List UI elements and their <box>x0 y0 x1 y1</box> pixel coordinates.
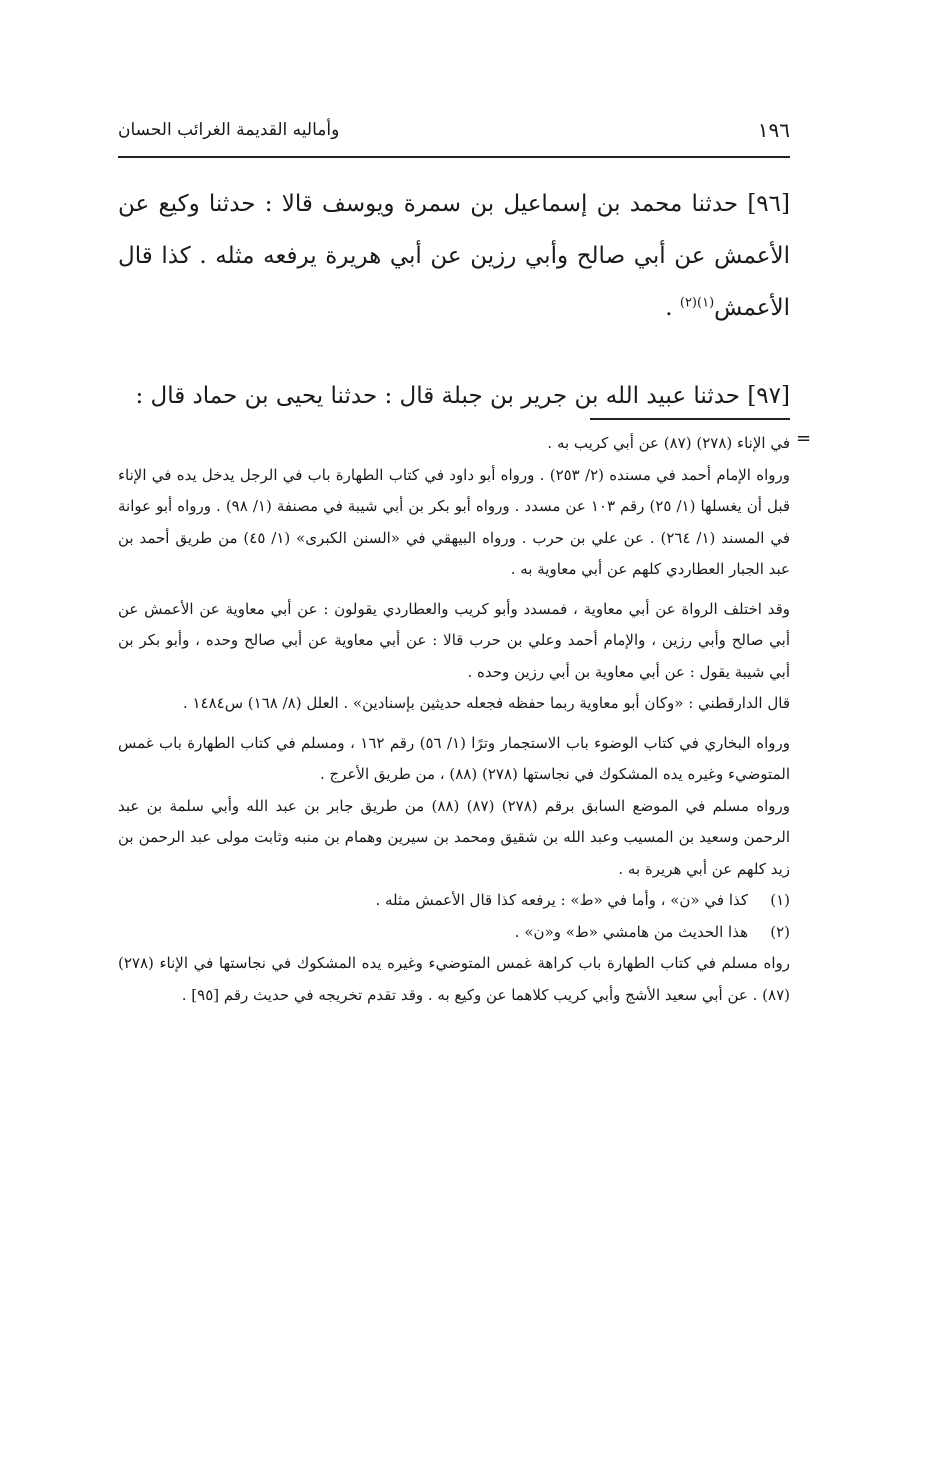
hadith-96-line-3: الأعمش <box>714 295 790 321</box>
hadith-97: [٩٧] حدثنا عبيد الله بن جرير بن جبلة قال : حدثنا يحيى بن حماد قال : <box>135 383 790 409</box>
footnote-2-text: هذا الحديث من هامشي «ط» و«ن» . <box>514 922 748 941</box>
footnote-1-mark: (١) <box>770 891 790 909</box>
footnote-paragraph: في الإناء (٢٧٨) (٨٧) عن أبي كريب به . <box>547 434 790 452</box>
footnote-refs: (١)(٢) <box>679 295 715 311</box>
page-number: ١٩٦ <box>757 118 790 142</box>
main-text <box>118 178 790 422</box>
footnote-paragraph: ورواه مسلم في الموضع السابق برقم (٢٧٨) (٨٧) (٨٨) من طريق جابر بن عبد الله وأبي سلمة بن عبد الرحمن وسعيد بن المسيب وعبد الله بن شقيق ومحمد بن سيرين وهمام بن منبه وثابت مولى عبد الرحمن بن زيد كلهم عن أبي هريرة به . <box>118 796 790 878</box>
footnote-1-text: كذا في «ن» ، وأما في «ط» : يرفعه كذا قال الأعمش مثله . <box>375 891 748 909</box>
footnote-continuation-mark: = <box>796 428 812 449</box>
footnote-rule <box>590 418 790 420</box>
footnote-2 <box>118 917 790 949</box>
header-rule <box>118 156 790 158</box>
footnote-paragraph: ورواه الإمام أحمد في مسنده (٢/ ٢٥٣) . ورواه أبو داود في كتاب الطهارة باب في الرجل يدخل يده في الإناء قبل أن يغسلها (١/ ٢٥) رقم ١٠٣ عن مسدد . ورواه أبو بكر بن أبي شيبة في مصنفة (١/ ٩٨) . ورواه أبو عوانة في المسند (١/ ٢٦٤) . عن علي بن حرب . ورواه البيهقي في «السنن الكبرى» (١/ ٤٥) من طريق أحمد بن عبد الجبار العطاردي كلهم عن أبي معاوية به . <box>118 465 791 578</box>
footnote-paragraph: قال الدارقطني : «وكان أبو معاوية ربما حفظه فجعله حديثين بإسنادين» . العلل (٨/ ١٦٨) س١٤٨٤ . <box>182 694 790 712</box>
running-title: وأماليه القديمة الغرائب الحسان <box>118 120 340 140</box>
hadith-96-line-2: الأعمش عن أبي صالح وأبي رزين عن أبي هريرة يرفعه مثله . كذا قال <box>118 243 790 269</box>
page-header <box>118 114 790 154</box>
footnote-2-mark: (٢) <box>770 922 790 941</box>
hadith-96 <box>118 178 790 334</box>
footnote-paragraph: وقد اختلف الرواة عن أبي معاوية ، فمسدد وأبو كريب والعطاردي يقولون : عن أبي معاوية عن الأعمش عن أبي صالح وأبي رزين ، والإمام أحمد وعلي بن حرب قالا : عن أبي معاوية عن أبي صالح وحده ، وأبو بكر بن أبي شيبة يقول : عن أبي معاوية بن أبي رزين وحده . <box>118 599 790 681</box>
footnote-paragraph: رواه مسلم في كتاب الطهارة باب كراهة غمس المتوضيء وغيره يده المشكوك في نجاستها في الإناء (٢٧٨) (٨٧) . عن أبي سعيد الأشج وأبي كريب كلاهما عن وكيع به . وقد تقدم تخريجه في حديث رقم [٩٥] . <box>118 954 790 1004</box>
hadith-96-end: . <box>665 295 673 321</box>
footnotes <box>118 428 790 1011</box>
footnote-1 <box>118 885 790 917</box>
hadith-96-line-1: [٩٦] حدثنا محمد بن إسماعيل بن سمرة ويوسف قالا : حدثنا وكيع عن <box>118 191 790 217</box>
footnote-paragraph: ورواه البخاري في كتاب الوضوء باب الاستجمار وترًا (١/ ٥٦) رقم ١٦٢ ، ومسلم في كتاب الطهارة باب غمس المتوضيء وغيره يده المشكوك في نجاستها (٢٧٨) (٨٨) ، من طريق الأعرج . <box>118 733 790 783</box>
